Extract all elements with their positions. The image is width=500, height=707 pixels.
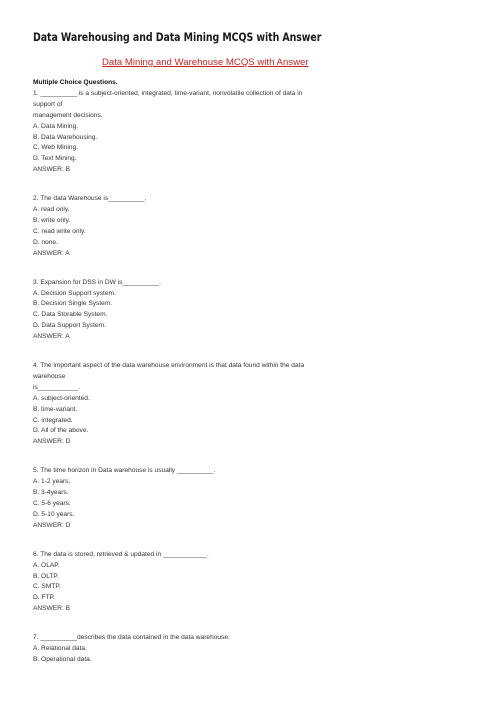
answer-option: B. write only. xyxy=(33,216,71,224)
answer-option: B. Decision Single System. xyxy=(33,300,113,308)
question-text: 3. Expansion for DSS in DW is__________. xyxy=(33,278,161,286)
question-5 xyxy=(33,466,323,531)
page-title: Data Warehousing and Data Mining MCQS with Answer xyxy=(33,30,322,44)
question-7 xyxy=(33,633,323,666)
correct-answer: ANSWER: B xyxy=(33,605,71,613)
question-text: is___________. xyxy=(33,383,80,391)
section-heading: Multiple Choice Questions. xyxy=(33,79,118,86)
question-2 xyxy=(33,194,323,259)
answer-option: A. Decision Support system. xyxy=(33,289,116,297)
document-content xyxy=(33,78,323,666)
answer-option: B. time-variant. xyxy=(33,405,78,413)
question-text: 1. __________ is a subject-oriented, integrated, time-variant, nonvolatile collection of data in xyxy=(33,89,303,97)
question-4 xyxy=(33,361,323,448)
answer-option: B. 3-4years. xyxy=(33,489,69,497)
correct-answer: ANSWER: A xyxy=(33,333,70,341)
answer-option: D. FTP. xyxy=(33,594,55,602)
correct-answer: ANSWER: D xyxy=(33,438,71,446)
question-1 xyxy=(33,89,323,176)
answer-option: A. Data Mining. xyxy=(33,122,79,130)
answer-option: C. Data Storable System. xyxy=(33,311,108,319)
answer-option: A. subject-oriented. xyxy=(33,394,90,402)
answer-option: A. OLAP. xyxy=(33,561,60,569)
question-text: 5. The time horizon in Data warehouse is usually __________. xyxy=(33,467,216,475)
answer-option: C. Web Mining. xyxy=(33,144,78,152)
question-text: management decisions. xyxy=(33,111,103,119)
answer-option: D. none. xyxy=(33,238,58,246)
answer-option: B. Data Warehousing. xyxy=(33,133,98,141)
answer-option: C. SMTP. xyxy=(33,583,61,591)
question-text: warehouse xyxy=(33,372,66,380)
question-text: 4. The important aspect of the data warehouse environment is that data found within the data xyxy=(33,362,305,370)
answer-option: A. 1-2 years. xyxy=(33,478,71,486)
correct-answer: ANSWER: A xyxy=(33,249,70,257)
question-list xyxy=(33,89,323,666)
answer-option: B. OLTP. xyxy=(33,572,59,580)
question-3 xyxy=(33,278,323,343)
answer-option: D. Text Mining. xyxy=(33,155,77,163)
question-text: support of xyxy=(33,100,63,108)
answer-option: D. Data Support System. xyxy=(33,322,106,330)
question-text: 6. The data is stored, retrieved & updated in ____________. xyxy=(33,550,209,558)
answer-option: D. 5-10 years. xyxy=(33,510,75,518)
answer-option: A. read only. xyxy=(33,206,70,214)
question-text: 7. __________describes the data contained in the data warehouse. xyxy=(33,634,230,642)
answer-option: A. Relational data. xyxy=(33,645,87,653)
question-6 xyxy=(33,550,323,615)
correct-answer: ANSWER: B xyxy=(33,166,71,174)
document-subtitle: Data Mining and Warehouse MCQS with Answer xyxy=(102,57,309,68)
answer-option: D. All of the above. xyxy=(33,427,89,435)
answer-option: C. read write only. xyxy=(33,227,86,235)
question-text: 2. The data Warehouse is__________. xyxy=(33,195,147,203)
answer-option: C. 5-6 years. xyxy=(33,500,71,507)
answer-option: B. Operational data. xyxy=(33,655,92,663)
answer-option: C. integrated. xyxy=(33,416,73,424)
correct-answer: ANSWER: D xyxy=(33,521,71,529)
